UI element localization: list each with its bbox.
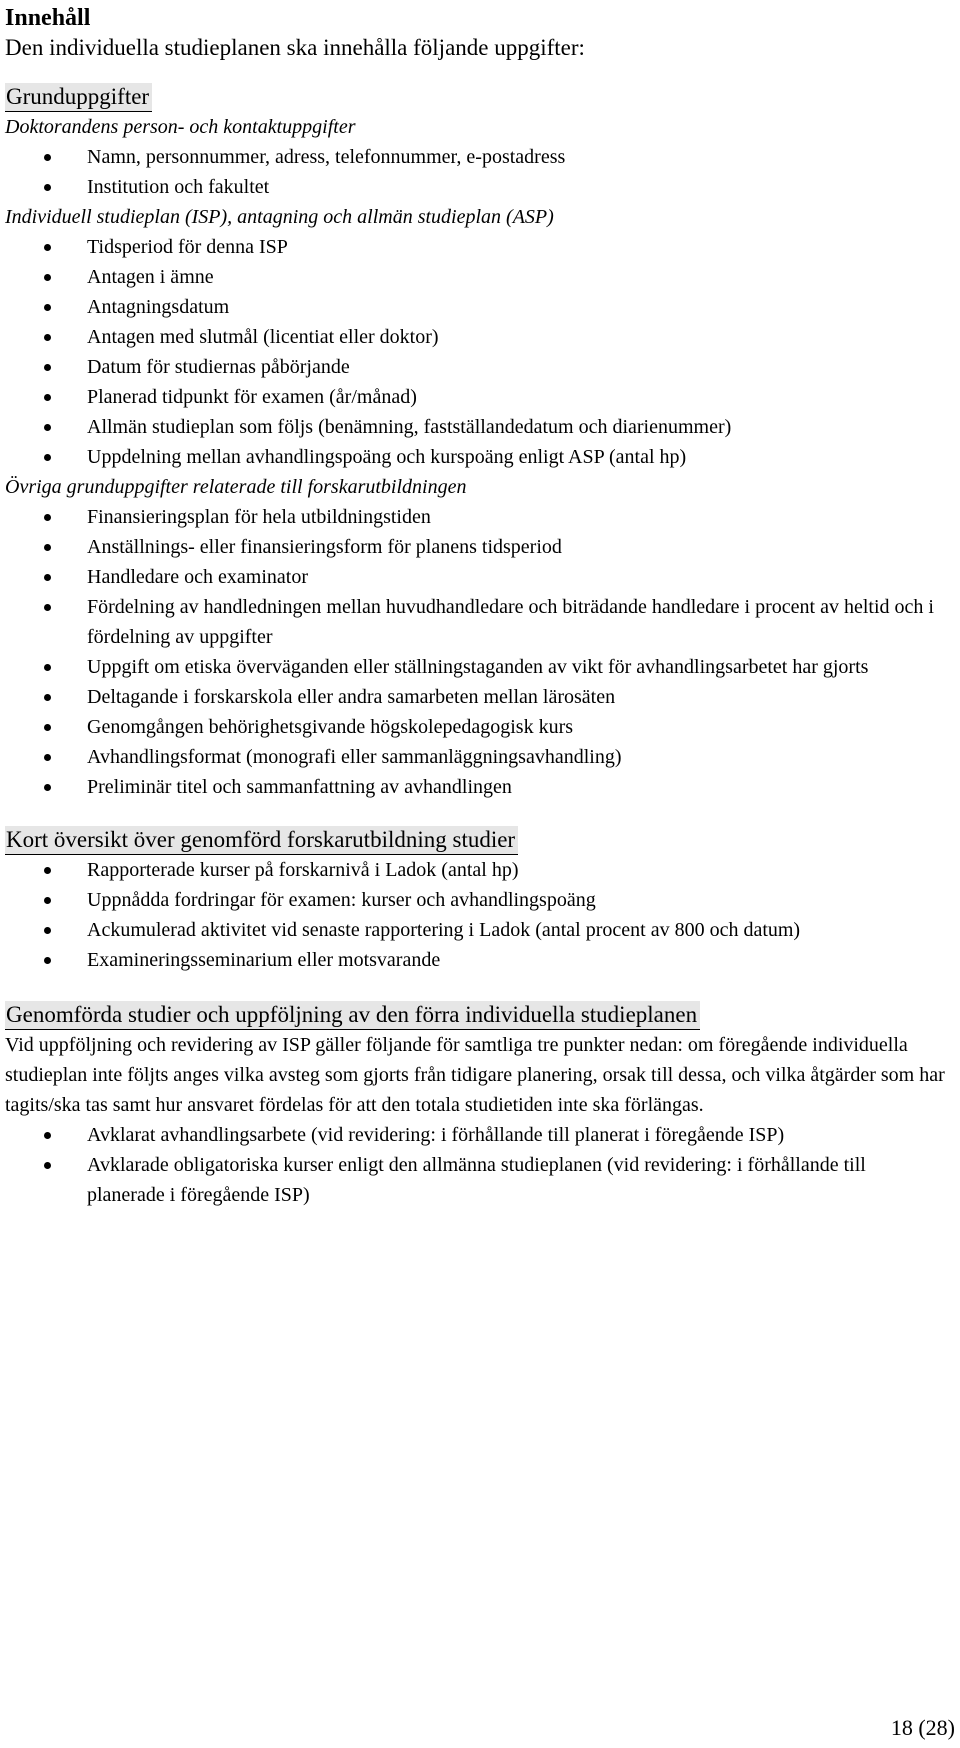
list-item [5, 945, 955, 975]
list-item-text: Examineringsseminarium eller motsvarande [87, 949, 441, 971]
bullet-icon [44, 334, 51, 341]
bullet-list [5, 502, 955, 802]
list-item-text: Preliminär titel och sammanfattning av avhandlingen [87, 776, 512, 798]
list-item [5, 772, 955, 802]
list-item [5, 292, 955, 322]
list-item [5, 232, 955, 262]
bullet-icon [44, 424, 51, 431]
bullet-icon [44, 364, 51, 371]
list-item [5, 322, 955, 352]
list-item [5, 1120, 955, 1150]
bullet-icon [44, 867, 51, 874]
list-item-text: Avklarade obligatoriska kurser enligt den allmänna studieplanen (vid revidering: i förhållande till planerade i föregående ISP) [87, 1154, 866, 1206]
list-item-text: Antagningsdatum [87, 296, 230, 318]
bullet-icon [44, 154, 51, 161]
section-heading: Genomförda studier och uppföljning av den förra individuella studieplanen [5, 1001, 700, 1030]
bullet-list [5, 232, 955, 472]
list-item [5, 652, 955, 682]
list-item-text: Deltagande i forskarskola eller andra samarbeten mellan lärosäten [87, 686, 616, 708]
list-item-text: Avhandlingsformat (monografi eller sammanläggningsavhandling) [87, 746, 622, 768]
bullet-icon [44, 604, 51, 611]
bullet-list [5, 142, 955, 202]
list-item [5, 712, 955, 742]
subheading: Övriga grunduppgifter relaterade till forskarutbildningen [5, 476, 467, 498]
list-item-text: Avklarat avhandlingsarbete (vid revidering: i förhållande till planerat i föregående ISP) [87, 1124, 785, 1146]
intro-text: Den individuella studieplanen ska innehålla följande uppgifter: [5, 35, 585, 60]
list-item-text: Antagen i ämne [87, 266, 214, 288]
bullet-icon [44, 394, 51, 401]
subheading: Individuell studieplan (ISP), antagning och allmän studieplan (ASP) [5, 206, 554, 228]
list-item-text: Allmän studieplan som följs (benämning, fastställandedatum och diarienummer) [87, 416, 732, 438]
list-item [5, 855, 955, 885]
bullet-icon [44, 927, 51, 934]
list-item [5, 562, 955, 592]
bullet-icon [44, 664, 51, 671]
list-item [5, 412, 955, 442]
list-item [5, 1150, 955, 1210]
list-item [5, 142, 955, 172]
list-item [5, 682, 955, 712]
list-item-text: Fördelning av handledningen mellan huvudhandledare och biträdande handledare i procent av heltid och i fördelning av uppgifter [87, 596, 934, 648]
list-item-text: Antagen med slutmål (licentiat eller doktor) [87, 326, 439, 348]
bullet-icon [44, 574, 51, 581]
list-item [5, 915, 955, 945]
bullet-icon [44, 454, 51, 461]
bullet-icon [44, 184, 51, 191]
list-item-text: Genomgången behörighetsgivande högskolepedagogisk kurs [87, 716, 574, 738]
list-item-text: Datum för studiernas påbörjande [87, 356, 350, 378]
bullet-icon [44, 724, 51, 731]
bullet-list [5, 855, 955, 975]
list-item [5, 592, 955, 652]
list-item-text: Ackumulerad aktivitet vid senaste rapportering i Ladok (antal procent av 800 och datum) [87, 919, 801, 941]
body-paragraph: Vid uppföljning och revidering av ISP gäller följande för samtliga tre punkter nedan: om föregående individuella studieplan inte följts anges vilka avsteg som gjorts från tidigare planering, orsak till dessa, och vilka åtgärder som har tagits/ska tas samt hur ansvaret fördelas för att den totala studietiden inte ska förlängas. [5, 1034, 945, 1116]
bullet-icon [44, 784, 51, 791]
list-item-text: Uppdelning mellan avhandlingspoäng och kurspoäng enligt ASP (antal hp) [87, 446, 687, 468]
bullet-icon [44, 514, 51, 521]
list-item-text: Planerad tidpunkt för examen (år/månad) [87, 386, 417, 408]
list-item-text: Handledare och examinator [87, 566, 309, 588]
list-item-text: Namn, personnummer, adress, telefonnummer, e-postadress [87, 146, 566, 168]
bullet-icon [44, 274, 51, 281]
list-item [5, 742, 955, 772]
list-item [5, 172, 955, 202]
section-heading: Kort översikt över genomförd forskarutbildning studier [5, 826, 518, 855]
list-item-text: Uppgift om etiska överväganden eller ställningstaganden av vikt för avhandlingsarbetet har gjorts [87, 656, 869, 678]
bullet-icon [44, 244, 51, 251]
subheading: Doktorandens person- och kontaktuppgifter [5, 116, 356, 138]
list-item [5, 885, 955, 915]
list-item [5, 352, 955, 382]
bullet-icon [44, 957, 51, 964]
list-item [5, 382, 955, 412]
page-title: Innehåll [5, 5, 91, 31]
list-item [5, 262, 955, 292]
list-item-text: Tidsperiod för denna ISP [87, 236, 288, 258]
bullet-icon [44, 544, 51, 551]
list-item-text: Institution och fakultet [87, 176, 270, 198]
list-item [5, 532, 955, 562]
bullet-icon [44, 1132, 51, 1139]
section-grunduppgifter [5, 83, 955, 802]
list-item [5, 442, 955, 472]
section-heading: Grunduppgifter [5, 83, 152, 112]
section-genomforda-studier [5, 1001, 955, 1210]
bullet-list [5, 1120, 955, 1210]
list-item-text: Finansieringsplan för hela utbildningstiden [87, 506, 431, 528]
bullet-icon [44, 304, 51, 311]
section-kort-oversikt [5, 826, 955, 975]
list-item-text: Rapporterade kurser på forskarnivå i Ladok (antal hp) [87, 859, 519, 881]
bullet-icon [44, 897, 51, 904]
bullet-icon [44, 1162, 51, 1169]
page-number: 18 (28) [890, 1715, 955, 1740]
list-item [5, 502, 955, 532]
document-page [5, 0, 955, 1210]
list-item-text: Uppnådda fordringar för examen: kurser och avhandlingspoäng [87, 889, 596, 911]
list-item-text: Anställnings- eller finansieringsform för planens tidsperiod [87, 536, 562, 558]
bullet-icon [44, 694, 51, 701]
bullet-icon [44, 754, 51, 761]
